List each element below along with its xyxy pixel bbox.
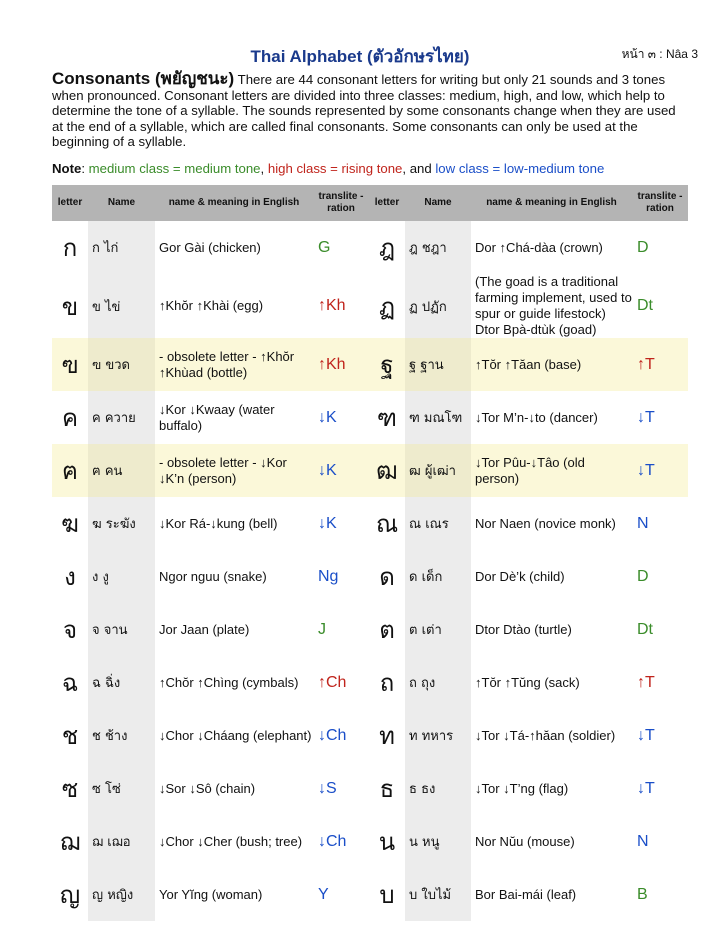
- thai-name: ณ เณร: [405, 497, 471, 550]
- transliteration: ↑Ch: [318, 673, 347, 691]
- letter-meaning: ↑Tŏr ↑Tŭng (sack): [475, 674, 580, 690]
- thai-name: ซ โซ่: [88, 762, 155, 815]
- letter-meaning: ↑Khŏr ↑Khài (egg): [159, 298, 264, 313]
- thai-name: จ จาน: [88, 603, 155, 656]
- thai-letter: ก: [62, 234, 78, 262]
- intro-text: There are 44 consonant letters for writing but only 21 sounds and 3 tones when pronounced. Consonant letters are divided into three classes: medium, high, and low, which help to determine the tone of a syllable. The sounds represented by some consonants change when they are used at the end of a syllable, which are called final consonants. Some consonants can only be used at the beginning of a syllable.: [52, 72, 676, 149]
- table-row: [52, 274, 688, 338]
- transliteration: ↓S: [318, 779, 337, 797]
- transliteration: ↓T: [632, 444, 688, 497]
- thai-name: ด เด็ก: [405, 550, 471, 603]
- thai-name: ฏ ปฏัก: [405, 274, 471, 338]
- letter-meaning: ↑Chŏr ↑Chìng (cymbals): [159, 674, 299, 690]
- thai-letter: ค: [61, 404, 79, 432]
- table-body: [52, 221, 688, 921]
- thai-name: ฑ มณโฑ: [405, 391, 471, 444]
- thai-letter: บ: [379, 881, 395, 909]
- table-header: [52, 185, 688, 221]
- thai-letter: ฌ: [59, 828, 81, 856]
- table-row: [52, 762, 688, 815]
- table-row: [52, 338, 688, 391]
- page-number: หน้า ๓ : Nâa 3: [621, 47, 698, 61]
- transliteration: ↑Kh: [318, 297, 346, 314]
- thai-letter: ฐ: [369, 338, 405, 391]
- letter-meaning: ↓Kor ↓Kwaay (water buffalo): [159, 401, 275, 433]
- section-heading: Consonants (พยัญชนะ): [52, 69, 235, 88]
- col-meaning: name & meaning in English: [471, 185, 632, 221]
- transliteration: N: [637, 832, 649, 850]
- table-row: [52, 709, 688, 762]
- thai-name: ต เต่า: [405, 603, 471, 656]
- note-low: low class = low-medium tone: [435, 161, 605, 176]
- note-label: Note: [52, 161, 82, 176]
- col-translit: translite -ration: [632, 185, 688, 221]
- thai-letter: ฉ: [61, 669, 79, 697]
- col-translit: translite -ration: [313, 185, 369, 221]
- transliteration: N: [637, 514, 649, 532]
- thai-name: ฃ ขวด: [88, 338, 155, 391]
- table-row: [52, 391, 688, 444]
- thai-letter: ท: [379, 722, 395, 750]
- table-row: [52, 603, 688, 656]
- thai-letter: ฑ: [377, 404, 397, 432]
- thai-name: ฅ คน: [88, 444, 155, 497]
- letter-meaning: Dor Dè’k (child): [475, 568, 565, 584]
- page-title: Thai Alphabet (ตัวอักษรไทย): [250, 47, 470, 66]
- letter-meaning: ↓Tor Pûu-↓Tâo (old person): [471, 444, 632, 497]
- note-high: high class = rising tone: [267, 161, 403, 176]
- thai-letter: ฃ: [52, 338, 88, 391]
- thai-letter: ญ: [59, 881, 81, 909]
- transliteration: J: [318, 620, 326, 638]
- thai-name: ง งู: [88, 550, 155, 603]
- letter-meaning: ↓Chor ↓Cháang (elephant): [159, 727, 312, 743]
- thai-name: ถ ถุง: [405, 656, 471, 709]
- table-row: [52, 444, 688, 497]
- thai-name: ฒ ผู้เฒ่า: [405, 444, 471, 497]
- note-line: Note: medium class = medium tone, high class = rising tone, and low class = low-medium tone: [52, 161, 605, 176]
- col-name: Name: [405, 185, 471, 221]
- thai-letter: ธ: [379, 775, 395, 803]
- thai-letter: ง: [64, 563, 76, 591]
- letter-meaning: ↓Sor ↓Sô (chain): [159, 780, 256, 796]
- transliteration: ↓K: [318, 514, 337, 532]
- transliteration: ↑Kh: [313, 338, 369, 391]
- letter-meaning: ↓Tor ↓Tá-↑hăan (soldier): [475, 727, 616, 743]
- thai-name: ธ ธง: [405, 762, 471, 815]
- thai-name: บ ใบไม้: [405, 868, 471, 921]
- transliteration: ↑T: [637, 673, 655, 691]
- transliteration: ↓T: [637, 779, 655, 797]
- thai-letter: ช: [61, 722, 79, 750]
- thai-letter: น: [378, 828, 396, 856]
- transliteration: ↓Ch: [318, 726, 347, 744]
- note-medium: medium class = medium tone: [88, 161, 261, 176]
- thai-name: น หนู: [405, 815, 471, 868]
- thai-name: ฆ ระฆัง: [88, 497, 155, 550]
- transliteration: ↓T: [637, 408, 655, 426]
- letter-meaning: ↑Tŏr ↑Tăan (base): [471, 338, 632, 391]
- letter-meaning: Nor Nŭu (mouse): [475, 833, 575, 849]
- letter-meaning: Bor Bai-mái (leaf): [475, 886, 577, 902]
- transliteration: Ng: [318, 567, 339, 585]
- thai-letter: ด: [379, 563, 395, 591]
- col-letter: letter: [52, 185, 88, 221]
- transliteration: ↑T: [632, 338, 688, 391]
- letter-meaning: ↓Tor ↓T’ng (flag): [475, 780, 569, 796]
- table-row: [52, 550, 688, 603]
- thai-name: ก ไก่: [88, 221, 155, 274]
- transliteration: Dt: [637, 297, 653, 314]
- transliteration: D: [637, 567, 649, 585]
- thai-letter: ต: [379, 616, 395, 644]
- thai-letter: ฒ: [369, 444, 405, 497]
- thai-name: ท ทหาร: [405, 709, 471, 762]
- thai-letter: ฏ: [378, 292, 396, 321]
- thai-letter: ข: [61, 292, 79, 321]
- transliteration: ↓T: [637, 726, 655, 744]
- letter-meaning: ↓Kor Rá-↓kung (bell): [159, 515, 278, 531]
- letter-meaning: Jor Jaan (plate): [159, 621, 250, 637]
- letter-meaning: Dtor Dtào (turtle): [475, 621, 572, 637]
- thai-letter: ฎ: [378, 234, 396, 262]
- thai-name: ฎ ชฎา: [405, 221, 471, 274]
- col-name: Name: [88, 185, 155, 221]
- letter-meaning: Gor Gài (chicken): [159, 239, 261, 255]
- col-letter: letter: [369, 185, 405, 221]
- thai-name: ญ หญิง: [88, 868, 155, 921]
- transliteration: B: [637, 885, 648, 903]
- thai-name: ช ช้าง: [88, 709, 155, 762]
- transliteration: ↓Ch: [318, 832, 347, 850]
- col-meaning: name & meaning in English: [155, 185, 313, 221]
- letter-meaning: ↓Tor M’n-↓to (dancer): [475, 409, 598, 425]
- transliteration: Dt: [637, 620, 653, 638]
- thai-name: ฉ ฉิ่ง: [88, 656, 155, 709]
- letter-meaning: Nor Naen (novice monk): [475, 515, 616, 531]
- table-row: [52, 656, 688, 709]
- thai-letter: ซ: [61, 775, 79, 803]
- table-row: [52, 497, 688, 550]
- letter-meaning: (The goad is a traditional farming implement, used to spur or guide lifestock) Dtor Bpà-dtùk (goad): [475, 274, 632, 337]
- thai-letter: ฆ: [61, 510, 79, 538]
- intro-paragraph: [52, 71, 690, 150]
- thai-letter: ณ: [375, 510, 399, 538]
- letter-meaning: Yor Yĭng (woman): [159, 886, 263, 902]
- transliteration: Y: [318, 885, 329, 903]
- transliteration: ↓K: [313, 444, 369, 497]
- table-row: [52, 815, 688, 868]
- letter-meaning: Dor ↑Chá-dàa (crown): [475, 239, 603, 255]
- transliteration: ↓K: [318, 408, 337, 426]
- letter-meaning: ↓Chor ↓Cher (bush; tree): [159, 833, 303, 849]
- table-row: [52, 868, 688, 921]
- table-row: [52, 221, 688, 274]
- thai-letter: ถ: [379, 669, 395, 697]
- thai-name: ข ไข่: [88, 274, 155, 338]
- thai-name: ฌ เฌอ: [88, 815, 155, 868]
- consonant-table: [52, 185, 688, 921]
- letter-meaning: - obsolete letter - ↑Khŏr ↑Khùad (bottle): [155, 338, 313, 391]
- transliteration: D: [637, 238, 649, 256]
- letter-meaning: - obsolete letter - ↓Kor ↓K’n (person): [155, 444, 313, 497]
- thai-letter: จ: [62, 616, 78, 644]
- thai-name: ฐ ฐาน: [405, 338, 471, 391]
- note-and: , and: [402, 161, 436, 176]
- transliteration: G: [318, 238, 331, 256]
- thai-letter: ฅ: [52, 444, 88, 497]
- thai-name: ค ควาย: [88, 391, 155, 444]
- letter-meaning: Ngor nguu (snake): [159, 568, 267, 584]
